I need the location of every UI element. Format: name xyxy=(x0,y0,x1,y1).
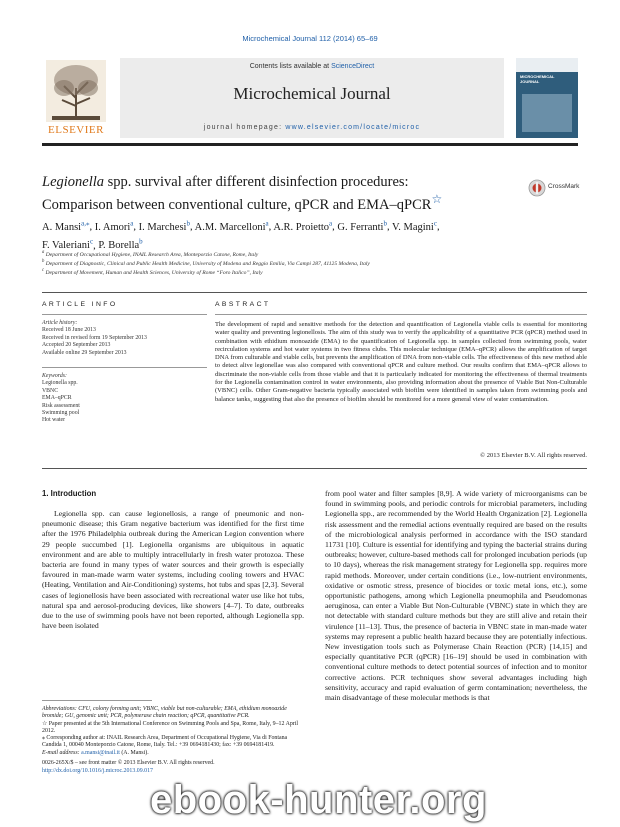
header-rule xyxy=(42,143,578,146)
keywords-rule xyxy=(42,367,207,368)
crossmark-icon xyxy=(528,179,546,197)
keyword-item: Legionella spp. xyxy=(42,380,78,387)
crossmark-label: CrossMark xyxy=(548,183,580,190)
keywords-label: Keywords: xyxy=(42,373,67,379)
author-line-1: A. Mansi$^{a,⁎}$, I. Amori$^a$, I. Marchesi$^b$, A.M. Marcelloni$^a$, A.R. Proietto$^a$, G. Ferranti$^b$, V. Magini$^c$, xyxy=(42,219,440,233)
author-affil-marker[interactable]: a,⁎ xyxy=(81,219,90,227)
journal-homepage: journal homepage: www.elsevier.com/locate/microc xyxy=(203,124,421,131)
keyword-item: Risk assessment xyxy=(42,402,80,409)
intro-left-column: Legionella spp. can cause legionellosis, a range of pneumonic and non-pneumonic disease; this Gram negative bacterium was identified for the first time after the 1976 Philadelphia outbreak during the American Legion convention where 29 people succumbed [1]. Legionella organisms are ubiquitous in aquatic environment and are able to multiply intracellularly in fresh water protozoa. These bacteria are found in many types of water sources and their growth is especially favoured in man-made warm water systems, including cooling towers and HVAC (Heating, Ventilation and Air-Conditioning) systems, hot tubs and spas [2,3]. Several cases of legionellosis have been associated with recreational water use like hot tubs, natural spa and aerosol-producing devices, like showers [4–7]. To date, outbreaks due to the use of swimming pools have not been reported, although Legionella spp. have been isolated xyxy=(42,509,304,631)
author-affil-marker[interactable]: a xyxy=(130,219,134,227)
author-name[interactable]: F. Valeriani$^c$ xyxy=(42,237,94,251)
journal-banner xyxy=(42,58,578,138)
star-footnote: ☆ Paper presented at the 5th International Conference on Swimming Pools and Spa, Rome, Italy, 9–12 April 2012. xyxy=(42,720,299,734)
author-name[interactable]: V. Magini$^c$ xyxy=(392,219,437,233)
author-affil-marker[interactable]: b xyxy=(383,219,387,227)
footnotes xyxy=(42,706,304,757)
elsevier-wordmark: ELSEVIER xyxy=(48,124,104,136)
abbreviations-note: Abbreviations: CFU, colony forming unit; VBNC, viable but non-culturable; EMA, ethidium monoazide bromide; GU, genomic unit; PCR, polymerase chain reaction; qPCR, quantitative PCR. xyxy=(42,706,287,720)
cover-strip xyxy=(516,58,578,72)
contents-line: Contents lists available at ScienceDirect xyxy=(249,63,375,70)
author-name[interactable]: A.R. Proietto$^a$ xyxy=(273,219,333,233)
article-title: Legionella spp. survival after different disinfection procedures: Comparison between conventional culture, qPCR and EMA–qPCR☆ xyxy=(42,174,443,213)
author-affil-marker[interactable]: b xyxy=(139,237,143,246)
keyword-item: EMA–qPCR xyxy=(42,395,72,402)
author-list xyxy=(42,216,587,253)
abstract-heading: ABSTRACT xyxy=(215,301,271,308)
abstract-rule xyxy=(215,314,587,315)
affiliation-a: $^a$ Department of Occupational Hygiene, INAIL Research Area, Monteporzio Catone, Rome, Italy xyxy=(42,250,259,258)
author-name[interactable]: I. Marchesi$^b$ xyxy=(138,219,190,233)
footnote-rule xyxy=(42,700,152,701)
keyword-item: Hot water xyxy=(42,417,66,424)
email-link[interactable]: a.mansi@inail.it xyxy=(81,749,120,756)
email-note: E-mail address: a.mansi@inail.it (A. Mansi). xyxy=(42,749,149,756)
author-affil-marker[interactable]: c xyxy=(433,219,437,227)
history-received: Received 18 June 2013 xyxy=(42,327,96,334)
watermark-text: ebook-hunter.org xyxy=(150,778,487,822)
journal-cover-thumbnail xyxy=(516,58,578,138)
crossmark-badge[interactable] xyxy=(528,178,588,198)
author-name[interactable]: P. Borella$^b$ xyxy=(98,237,143,251)
issn-doi-block xyxy=(42,760,304,775)
abstract-copyright: © 2013 Elsevier B.V. All rights reserved. xyxy=(480,452,587,459)
intro-right-column: from pool water and filter samples [8,9]. A wide variety of microorganisms can be found in swimming pools, and periodic controls for microbial parameters, including Legionella spp., are recommended by the World Health Organization [2]. Legionella risk assessment and the remedial actions eventually required are based on the results of the microbiological analysis performed in accordance with the ISO standard 11731 [10]. Culture is essential for identifying and typing the bacterial strains during outbreaks; however, culture-based methods call for prolonged incubation periods (up to 10 days), whereas the risk management strategy for Legionella spp. requires more rapid methods. Moreover, under certain conditions (i.e., low-nutrient environments, oxidative or osmotic stress, presence of biocides or toxic metal ions, etc.), some opportunistic pathogens, among which Legionella pneumophila and Pseudomonas aeruginosa, can enter a Viable But Non-Culturable (VBNC) state in which they are not detectable with standard culture methods but they are still alive and retain their virulence [11–13]. Thus, the presence of bacteria in VBNC state in man-made water systems may represent a public health hazard because they are potentially infectious. New investigation tools such as Polymerase Chain Reaction (PCR) [14,15] and especially quantitative PCR (qPCR) [16–19] should be used in combination with conventional culture methods to detect potential sources of infection and to monitor corrective actions. PCR techniques show several advantages including high sensitivity, accuracy and rapid evaluation of germ contamination; nevertheless, the main disadvantage of these molecular methods is that xyxy=(325,489,587,703)
journal-citation[interactable]: Microchemical Journal 112 (2014) 65–69 xyxy=(242,34,378,43)
affiliation-b: $^b$ Department of Diagnostic, Clinical and Public Health Medicine, University of Modena and Reggio Emilia, Via Campi 287, 41125 Modena, Italy xyxy=(42,259,370,267)
doi-link[interactable]: http://dx.doi.org/10.1016/j.microc.2013.09.017 xyxy=(42,767,153,774)
author-affil-marker[interactable]: a xyxy=(329,219,333,227)
history-online: Available online 29 September 2013 xyxy=(42,349,127,356)
history-label: Article history: xyxy=(42,320,78,326)
sciencedirect-link[interactable]: ScienceDirect xyxy=(331,63,375,70)
article-info-heading: ARTICLE INFO xyxy=(42,301,118,308)
article-history xyxy=(42,320,207,357)
corresponding-author-note: ⁎ Corresponding author at: INAIL Research Area, Department of Occupational Hygiene, Via di Fontana Candida 1, 00040 Monteporzio Catone, Rome, Italy. Tel.: +39 0694181430; fax: +39 0694181419. xyxy=(42,735,288,749)
author-name[interactable]: A.M. Marcelloni$^a$ xyxy=(194,219,269,233)
author-name[interactable]: G. Ferranti$^b$ xyxy=(337,219,387,233)
title-footnote-star[interactable]: ☆ xyxy=(431,192,443,206)
author-affil-marker[interactable]: b xyxy=(186,219,190,227)
keyword-item: VBNC xyxy=(42,387,59,394)
intro-heading: 1. Introduction xyxy=(42,489,97,498)
affiliation-c: $^c$ Department of Movement, Human and Health Sciences, University of Rome “Foro Italico”, Italy xyxy=(42,268,263,276)
author-name[interactable]: I. Amori$^a$ xyxy=(94,219,134,233)
history-revised: Received in revised form 19 September 2013 xyxy=(42,334,147,341)
issn-line: 0026-265X/$ – see front matter © 2013 Elsevier B.V. All rights reserved. xyxy=(42,760,215,766)
abstract-text: The development of rapid and sensitive methods for the detection and quantification of Legionella viable cells is essential for monitoring water quality and preventing legionellosis. The aim of this study was to verify the applicability of a quantitative PCR (qPCR) method used in combination with ethidium monoazide (EMA) to the quantification of Legionella spp. in samples collected from swimming pools, water recirculation systems and hot water systems in two fitness clubs. This molecular technique (EMA–qPCR) allows the amplification of target DNA from culturable and viable cells, but prevents the amplification of DNA from non-viable cells. The effectiveness of this new method able to detect alive legionellae was also compared with conventional qPCR and culture method. Our results confirm that EMA–qPCR allows to discriminate the non-viable cells from those viable and that it is particularly indicated for monitoring the effectiveness of thermal treatments for the Legionella contamination control in water environments, also providing information about the presence of Viable But Non-Culturable (VBNC) cells. Other Gram-negative bacteria typically associated with biofilm were identified in samples taken from swimming pools and balance tanks, suggesting that also the presence of biofilm should be monitored for a more general view of water contamination. xyxy=(215,321,587,403)
author-line-2: F. Valeriani$^c$, P. Borella$^b$ xyxy=(42,237,143,251)
info-rule xyxy=(42,314,207,315)
homepage-link[interactable]: www.elsevier.com/locate/microc xyxy=(285,124,421,131)
author-affil-marker[interactable]: c xyxy=(89,237,94,246)
banner-center xyxy=(120,58,504,138)
body-rule xyxy=(42,468,587,469)
author-affil-marker[interactable]: a xyxy=(265,219,269,227)
keyword-item: Swimming pool xyxy=(42,410,80,417)
cover-image xyxy=(522,94,572,132)
author-name[interactable]: A. Mansi$^{a,⁎}$ xyxy=(42,219,90,233)
keywords-block xyxy=(42,373,207,425)
cover-title: MICROCHEMICAL JOURNAL xyxy=(520,74,555,84)
affil-rule xyxy=(42,292,587,293)
journal-name: Microchemical Journal xyxy=(233,84,391,103)
history-accepted: Accepted 20 September 2013 xyxy=(42,342,111,349)
